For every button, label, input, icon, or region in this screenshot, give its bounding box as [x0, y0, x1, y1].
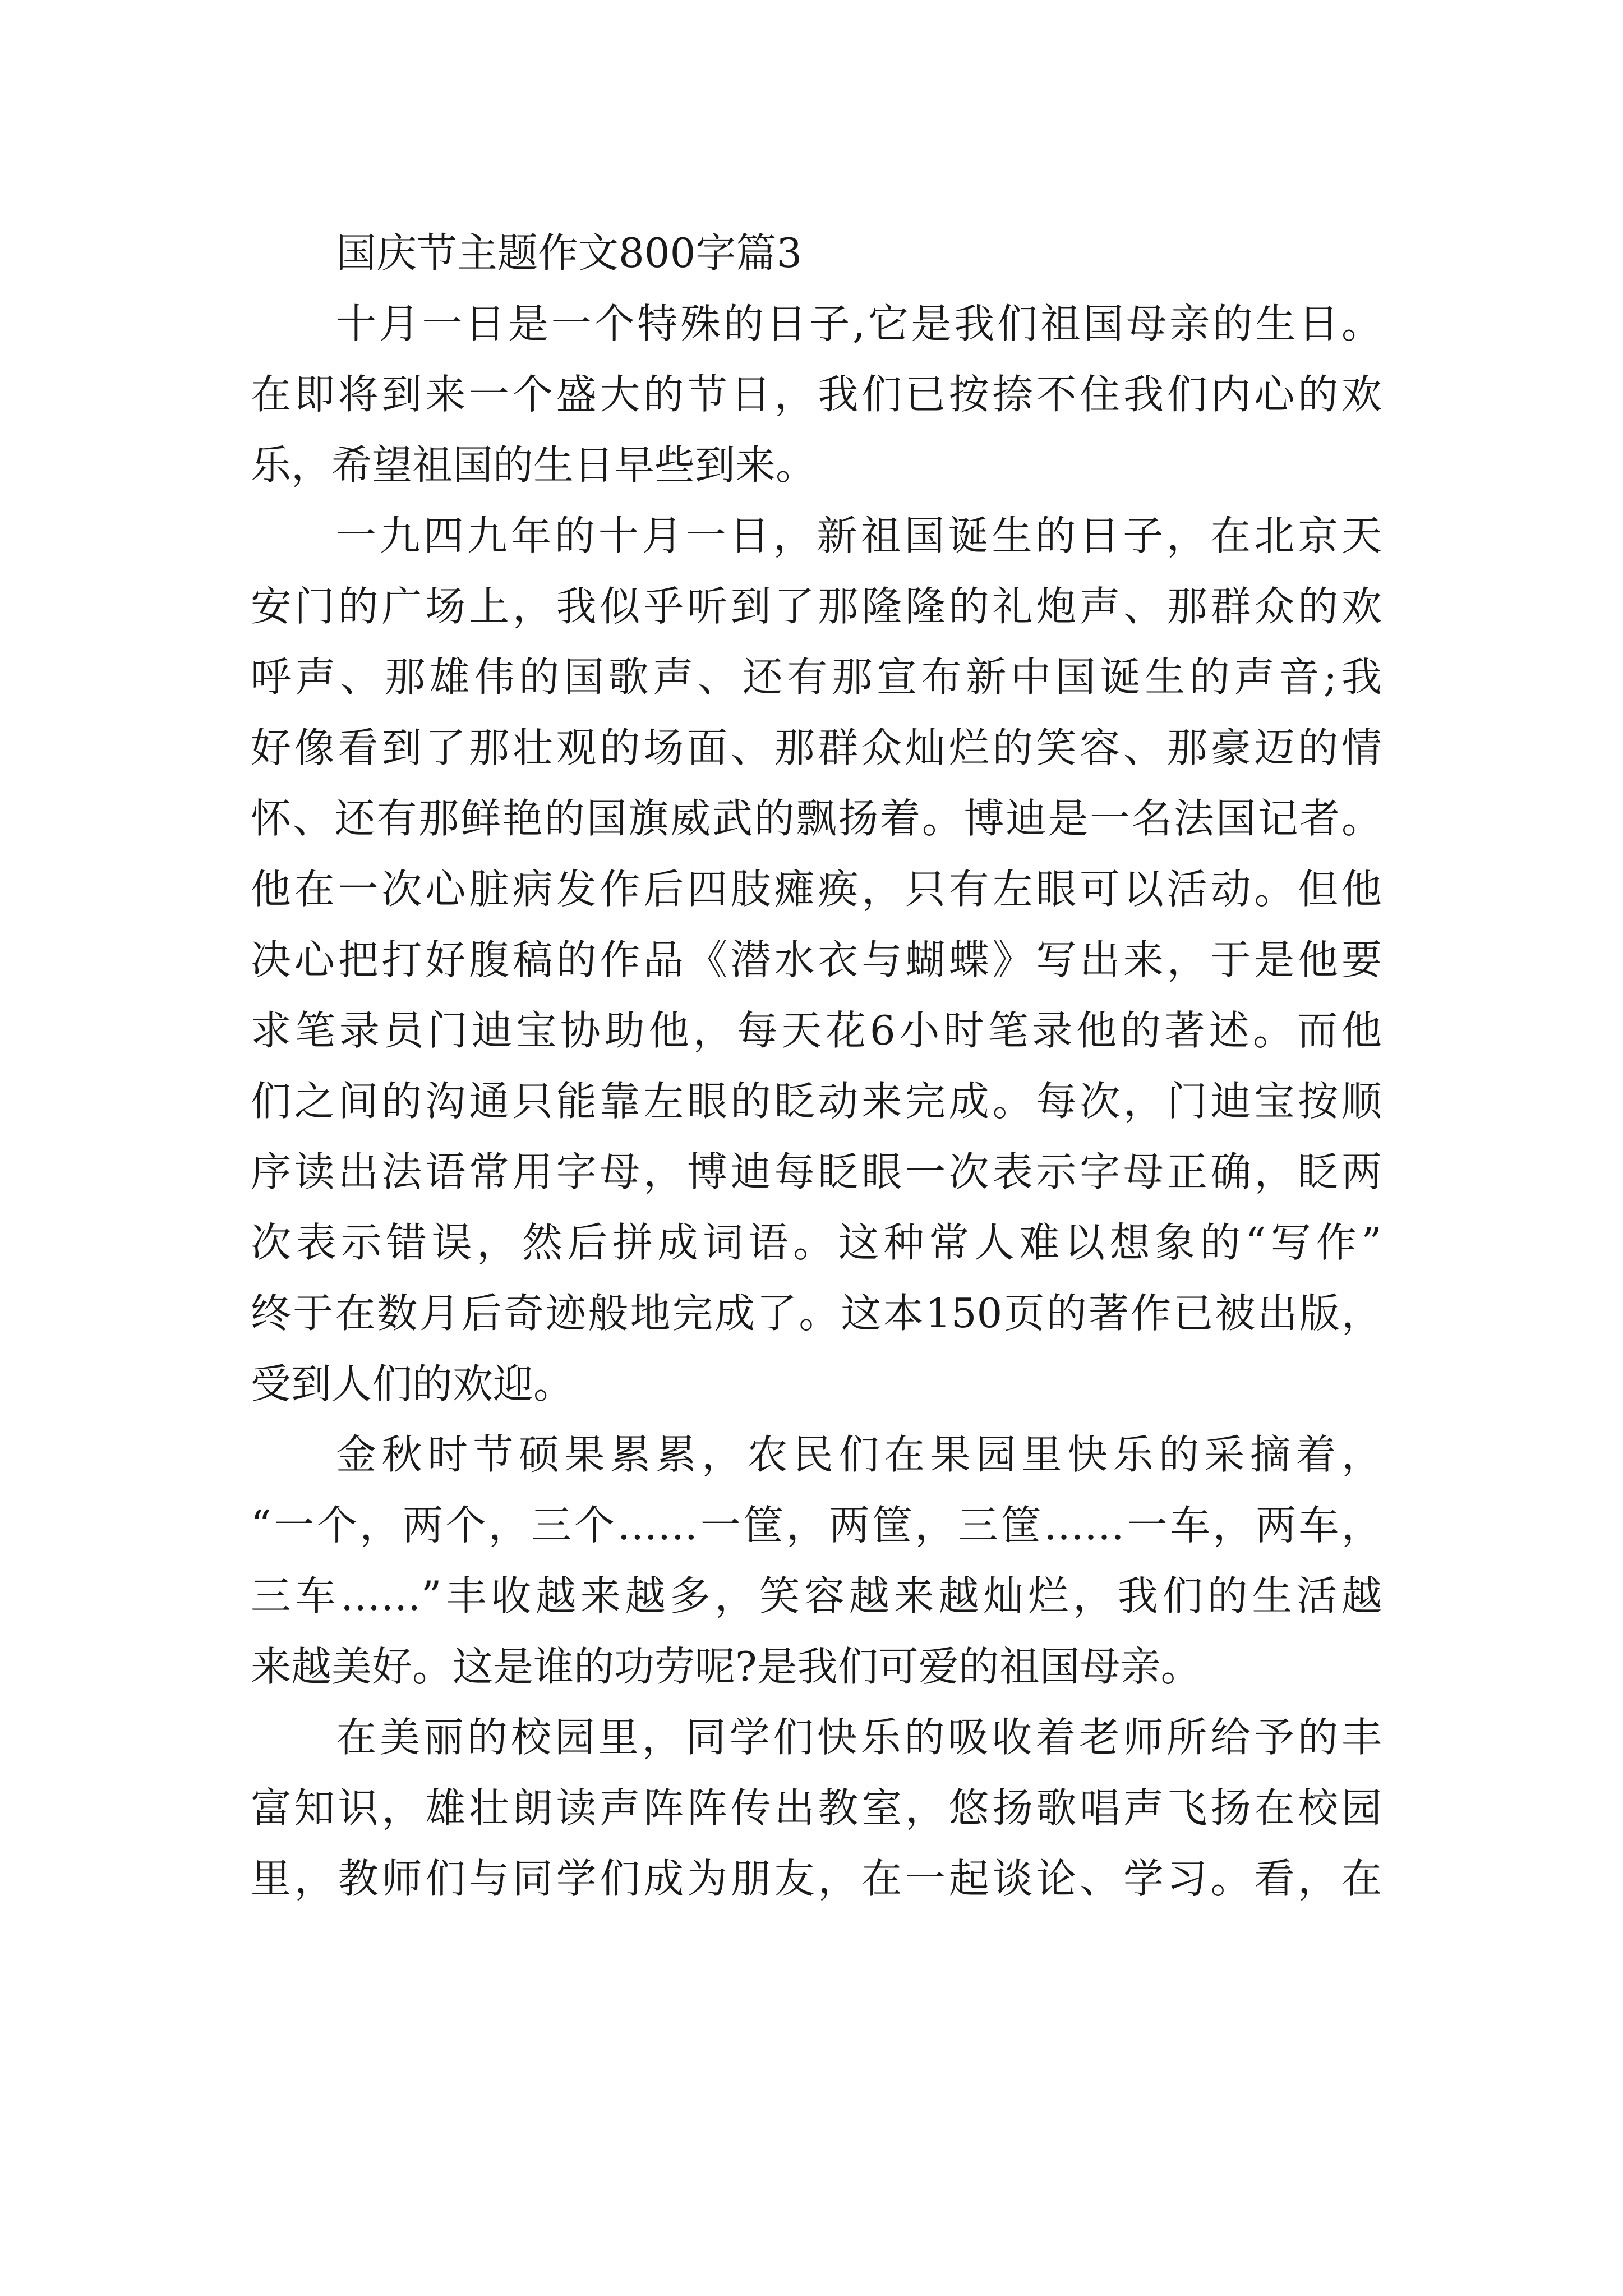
paragraph-line: 受到人们的欢迎。	[251, 1360, 574, 1407]
paragraph-line: 金秋时节硕果累累，农民们在果园里快乐的采摘着，	[336, 1431, 1382, 1478]
paragraph-line: 怀、还有那鲜艳的国旗威武的飘扬着。博迪是一名法国记者。	[251, 795, 1382, 842]
paragraph-line: 次表示错误，然后拼成词语。这种常人难以想象的“写作”	[251, 1219, 1382, 1266]
paragraph-line: 三车……”丰收越来越多，笑容越来越灿烂，我们的生活越	[251, 1572, 1382, 1619]
paragraph-line: 呼声、那雄伟的国歌声、还有那宣布新中国诞生的声音;我	[251, 654, 1382, 701]
paragraph-line: 们之间的沟通只能靠左眼的眨动来完成。每次，门迪宝按顺	[251, 1078, 1382, 1125]
paragraph-4	[251, 1702, 1382, 1914]
paragraph-line: 富知识，雄壮朗读声阵阵传出教室，悠扬歌唱声飞扬在校园	[251, 1784, 1382, 1832]
paragraph-line: 求笔录员门迪宝协助他，每天花6小时笔录他的著述。而他	[251, 1007, 1382, 1054]
paragraph-line: 十月一日是一个特殊的日子,它是我们祖国母亲的生日。	[336, 300, 1382, 347]
paragraph-2	[251, 500, 1382, 1419]
paragraph-line: 乐，希望祖国的生日早些到来。	[251, 441, 817, 489]
paragraph-line: 序读出法语常用字母，博迪每眨眼一次表示字母正确，眨两	[251, 1148, 1382, 1195]
paragraph-line: 他在一次心脏病发作后四肢瘫痪，只有左眼可以活动。但他	[251, 866, 1382, 913]
paragraph-line: 一九四九年的十月一日，新祖国诞生的日子，在北京天	[336, 512, 1382, 559]
document-title: 国庆节主题作文800字篇3	[336, 229, 803, 277]
paragraph-3	[251, 1419, 1382, 1702]
paragraph-line: 决心把打好腹稿的作品《潜水衣与蝴蝶》写出来，于是他要	[251, 936, 1382, 983]
paragraph-line: 好像看到了那壮观的场面、那群众灿烂的笑容、那豪迈的情	[251, 724, 1382, 771]
paragraph-line: 安门的广场上，我似乎听到了那隆隆的礼炮声、那群众的欢	[251, 583, 1382, 630]
paragraph-line: 在美丽的校园里，同学们快乐的吸收着老师所给予的丰	[336, 1714, 1382, 1761]
paragraph-line: 来越美好。这是谁的功劳呢?是我们可爱的祖国母亲。	[251, 1643, 1201, 1690]
paragraph-line: “一个，两个，三个……一筐，两筐，三筐……一车，两车，	[251, 1502, 1382, 1549]
paragraph-line: 里，教师们与同学们成为朋友，在一起谈论、学习。看，在	[251, 1855, 1382, 1902]
paragraph-line: 终于在数月后奇迹般地完成了。这本150页的著作已被出版，	[251, 1290, 1382, 1337]
paragraph-line: 在即将到来一个盛大的节日，我们已按捺不住我们内心的欢	[251, 371, 1382, 418]
document-body	[251, 218, 1382, 1914]
paragraph-1	[251, 288, 1382, 500]
